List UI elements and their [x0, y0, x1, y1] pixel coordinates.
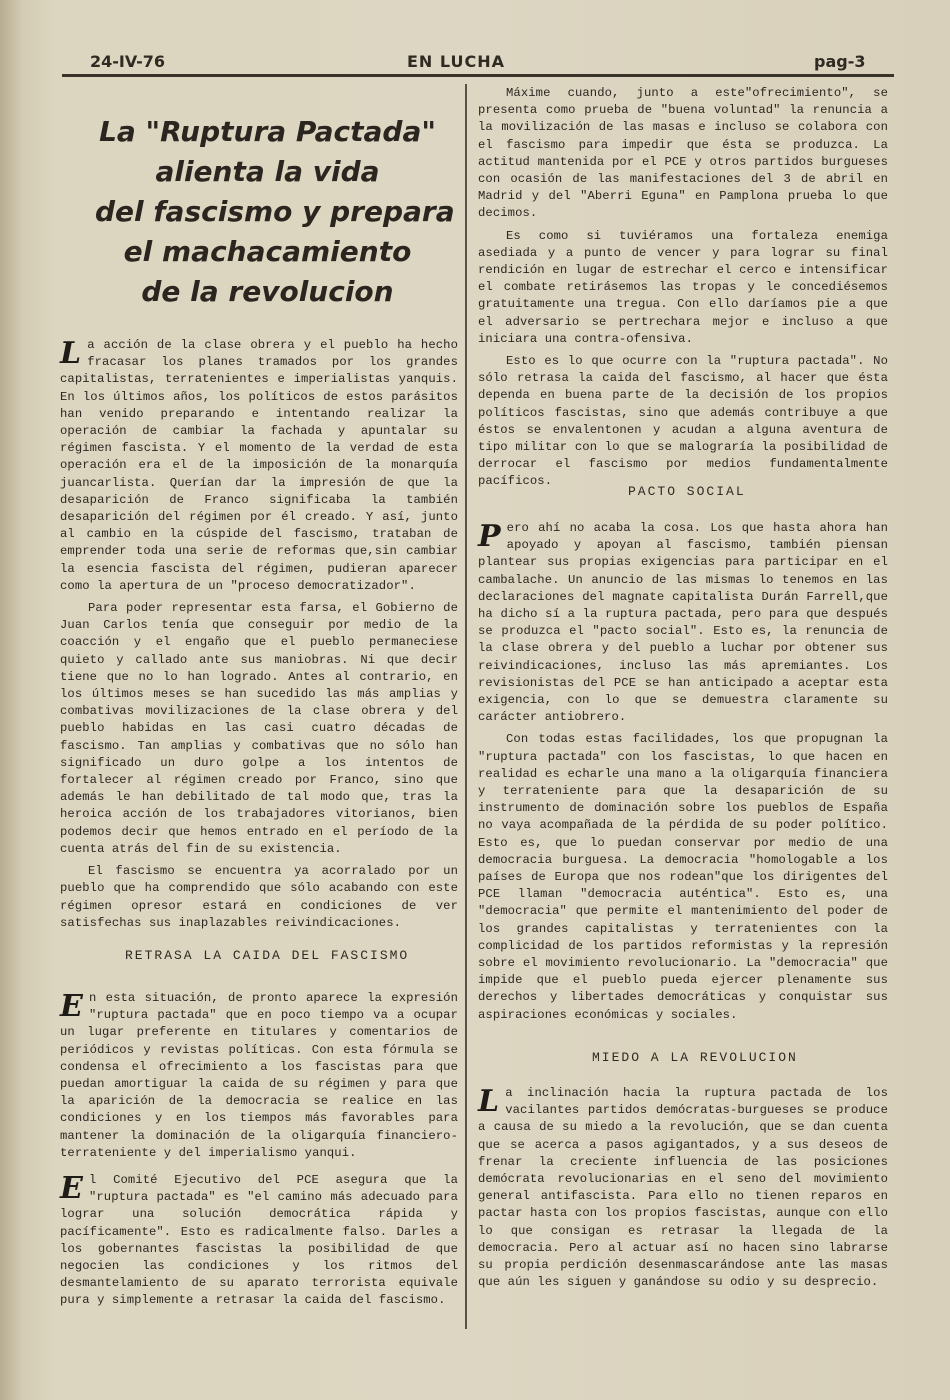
paragraph — [478, 520, 888, 726]
article-headline — [95, 112, 455, 312]
headline-line: del fascismo y prepara — [95, 195, 455, 228]
paragraph-text: a acción de la clase obrera y el pueblo ha hecho fracasar los planes tramados por los grandes capitalistas, terratenientes e imperialistas yanquis. En los últimos años, los políticos de estos parásitos han venido preparando e intentando realizar la operación de cambiar la fachada y apuntalar su régimen fascista. Y el momento de la verdad de esta operación era el de la imposición de la monarquía juancarlista. Querían dar la impresión de que la desaparición de Franco significaba la también desaparición del régimen por él creado. Y así, junto al cambio en la cúspide del fascismo, trataban de emprender toda una serie de reformas que,sin cambiar la esencia fascista del régimen, pudieran aparecer como la apertura de un "proceso democratizador". — [60, 338, 458, 593]
paragraph — [60, 990, 458, 1162]
paragraph — [478, 1085, 888, 1291]
paragraph: Esto es lo que ocurre con la "ruptura pactada". No sólo retrasa la caida del fascismo, al hacer que ésta dependa en buena parte de la decisión de los propios políticos fascistas, sino que además contribuye a que éstos se envalentonen y acudan a alguna aventura de tipo militar con lo que se malograría la posibilidad de derrocar el fascismo por medios fundamentalmente pacíficos. — [478, 354, 888, 489]
paragraph-text: ero ahí no acaba la cosa. Los que hasta ahora han apoyado y apoyan al fascismo, también piensan plantear sus propias exigencias para participar en el cambalache. Un anuncio de las mismas lo tenemos en las declaraciones del magnate capitalista Durán Farrell,que ha dicho sí a la ruptura pactada, pero para que después se produzca el "pacto social". Esto es, la renuncia de la clase obrera y del pueblo a luchar por obtener sus reivindicaciones, incluso las más apremiantes. Los revisionistas del PCE se han anticipado a aceptar esta exigencia, con lo que se demuestra claramente su carácter antiobrero. — [478, 521, 888, 725]
drop-cap: L — [60, 336, 82, 371]
left-column-top — [60, 337, 458, 937]
headline-line: alienta la vida — [155, 155, 380, 188]
column-divider — [465, 84, 467, 1329]
left-column-bottom — [60, 990, 458, 1315]
paragraph: Es como si tuviéramos una fortaleza enemiga asediada y a punto de vencer y para lograr su final rendición en lugar de estrechar el cerco e intensificar el combate retirásemos las tropas y le concediésemos gratuitamente una tregua. Con ello daríamos pie a que el adversario se pertrechara mejor e incluso a que iniciara una contra-ofensiva. — [478, 228, 888, 346]
subheading-pacto-social: PACTO SOCIAL — [628, 484, 746, 499]
header-page-number: pag-3 — [814, 52, 866, 71]
page-binding-shadow — [0, 0, 22, 1400]
page-header — [62, 50, 892, 76]
paragraph: Para poder representar esta farsa, el Gobierno de Juan Carlos tenía que conseguir por medio de la coacción y el engaño que el pueblo permaneciese quieto y callado ante sus maniobras. Ni que decir tiene que no lo han logrado. Antes al contrario, en los últimos meses se han sucedido las más amplias y combativas movilizaciones de la clase obrera y del pueblo habidas en las casi cuatro décadas de fascismo. Tan amplias y combativas que no sólo han significado un duro golpe a los intentos de fortalecer al régimen creado por Franco, sino que además le han debilitado de tal modo que, tras la heroica acción de los trabajadores vitorianos, bien podemos decir que hemos entrado en el período de la cuenta atrás del fin de su existencia. — [60, 601, 458, 856]
subheading-miedo: MIEDO A LA REVOLUCION — [592, 1050, 798, 1065]
paragraph-text: n esta situación, de pronto aparece la expresión "ruptura pactada" que en poco tiempo va a ocupar un lugar preferente en titulares y comentarios de periódicos y revistas políticas. Con esta fórmula se condensa el ofrecimiento a los fascistas para que puedan amortiguar la caida de su régimen y para que la aparición de la democracia se realice en las condiciones y en los tiempos más favorables para mantener la dominación de la oligarquía financiero-terrateniente y del imperialismo yanqui. — [60, 991, 458, 1160]
paragraph: Con todas estas facilidades, los que propugnan la "ruptura pactada" con los fascistas, lo que hacen en realidad es echarle una mano a la oligarquía financiera y terrateniente para que la desaparición de su instrumento de dominación sobre los pueblos de España no vaya acompañada de la pérdida de su poder político. Esto es, que lo puedan conservar por medio de una democracia burguesa. La democracia "homologable a los países de Europa que nos rodean"que los dirigentes del PCE llaman "democracia auténtica". Esto es, una "democracia" que permite el mantenimiento del poder de los grandes capitalistas y terratenientes con la complicidad de los partidos reformistas y la represión sobre el movimiento revolucionario. La "democracia" que impide que el pueblo pueda ejercer plenamente sus derechos y libertades democráticas y conquistar sus aspiraciones económicas y sociales. — [478, 732, 888, 1022]
right-column-bottom — [478, 1085, 888, 1296]
drop-cap: L — [478, 1084, 500, 1119]
right-column-top — [478, 85, 888, 496]
paragraph — [60, 1172, 458, 1310]
headline-line: el machacamiento — [123, 235, 412, 268]
subheading-retrasa: RETRASA LA CAIDA DEL FASCISMO — [125, 948, 410, 963]
drop-cap: E — [60, 1171, 83, 1207]
headline-line: La "Ruptura Pactada" — [99, 115, 436, 148]
drop-cap: E — [60, 989, 83, 1024]
header-date: 24-IV-76 — [90, 52, 165, 71]
paragraph — [60, 337, 458, 595]
right-column-middle — [478, 520, 888, 1029]
headline-line: de la revolucion — [141, 275, 394, 308]
paragraph: El fascismo se encuentra ya acorralado por un pueblo que ha comprendido que sólo acabando con este régimen opresor estará en condiciones de ver satisfechas sus inaplazables reivindicaciones. — [60, 864, 458, 930]
header-newspaper-name: EN LUCHA — [407, 52, 506, 71]
paragraph: Máxime cuando, junto a este"ofrecimiento", se presenta como prueba de "buena voluntad" la renuncia a la movilización de las masas e incluso se colabora con el fascismo para impedir que ésta se produzca. La actitud mantenida por el PCE y otros partidos burgueses con ocasión de las manifestaciones del 3 de abril en Madrid y del "Aberri Eguna" en Pamplona prueba lo que decimos. — [478, 86, 888, 221]
header-rule — [62, 74, 894, 77]
drop-cap: P — [478, 519, 501, 554]
paragraph-text: a inclinación hacia la ruptura pactada de los vacilantes partidos demócratas-burgueses se produce a causa de su miedo a la revolución, que se dan cuenta que se acerca a pasos agigantados, y a sus deseos de frenar la creciente influencia de las posiciones demócrata revolucionarias en el seno del movimiento general antifascista. Para ello no tienen reparos en pactar hasta con los propios fascistas, aunque con ello lo que consigan es retrasar la llegada de la democracia. Pero al actuar así no hacen sino labrarse su propia perdición desenmascarándose ante las masas que aún les siguen y ganándose su odio y su desprecio. — [478, 1086, 888, 1290]
paragraph-text: l Comité Ejecutivo del PCE asegura que la "ruptura pactada" es "el camino más adecuado para lograr una solución democrática rápida y pacíficamente". Esto es radicalmente falso. Darles a los gobernantes fascistas la posibilidad de que negocien las condiciones y los ritmos del desmantelamiento de su aparato terrorista equivale pura y simplemente a retrasar la caida del fascismo. — [60, 1173, 458, 1308]
